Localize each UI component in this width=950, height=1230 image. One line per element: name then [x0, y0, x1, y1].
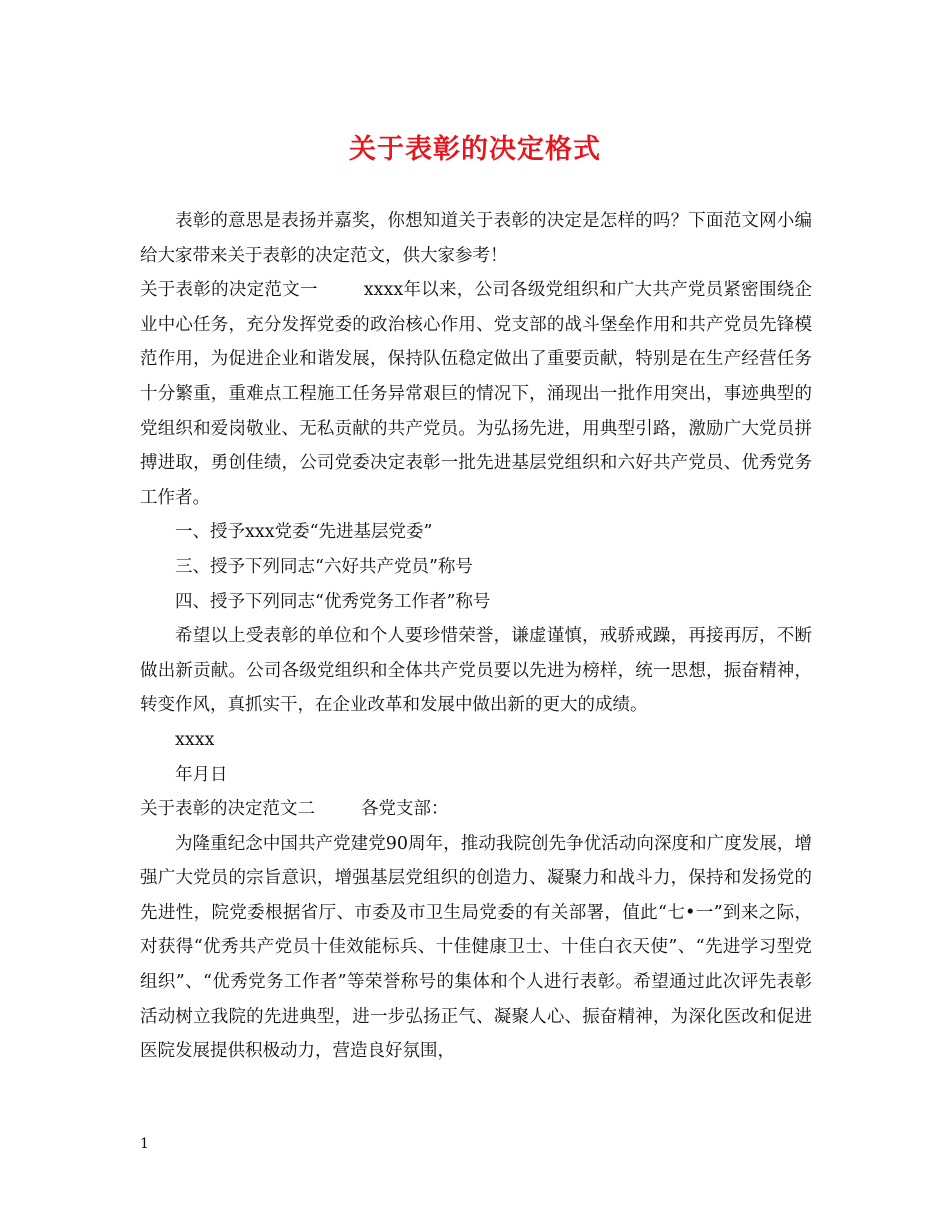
sample1-paragraph [140, 273, 812, 515]
document-title: 关于表彰的决定格式 [349, 134, 601, 165]
sample1-signature: xxxx [175, 729, 215, 750]
sample2-body: 为隆重纪念中国共产党建党90周年，推动我院创先争优活动向深度和广度发展，增强广大党员的宗旨意识，增强基层党组织的创造力、凝聚力和战斗力，保持和发扬党的先进性，院党委根据省厅、市委及市卫生局党委的有关部署，值此“七•一”到来之际，对获得“优秀共产党员十佳效能标兵、十佳健康卫士、十佳白衣天使”、“先进学习型党组织”、“优秀党务工作者”等荣誉称号的集体和个人进行表彰。希望通过此次评先表彰活动树立我院的先进典型，进一步弘扬正气、凝聚人心、振奋精神，为深化医改和促进医院发展提供积极动力，营造良好氛围， [140, 833, 812, 1062]
award-item-2: 三、授予下列同志“六好共产党员”称号 [175, 556, 473, 577]
sample1-date: 年月日 [175, 764, 228, 785]
sample2-heading: 关于表彰的决定范文二 [140, 799, 315, 820]
sample1-closing: 希望以上受表彰的单位和个人要珍惜荣誉，谦虚谨慎，戒骄戒躁，再接再厉，不断做出新贡献。公司各级党组织和全体共产党员要以先进为榜样，统一思想，振奋精神，转变作风，真抓实干，在企业改革和发展中做出新的更大的成绩。 [140, 626, 812, 716]
sample2-salutation: 各党支部： [361, 799, 449, 820]
sample1-lead: xxxx年以来，公司各级党组织和广大共产党员紧密围绕企业中心任务，充分发挥党委的政治核心作用、党支部的战斗堡垒作用和共产党员先锋模范作用，为促进企业和谐发展，保持队伍稳定做出了重要贡献，特别是在生产经营任务十分繁重，重难点工程施工任务异常艰巨的情况下，涌现出一批作用突出，事迹典型的党组织和爱岗敬业、无私贡献的共产党员。为弘扬先进，用典型引路，激励广大党员拼搏进取，勇创佳绩，公司党委决定表彰一批先进基层党组织和六好共产党员、优秀党务工作者。 [140, 280, 812, 508]
award-item-3: 四、授予下列同志“优秀党务工作者”称号 [175, 591, 491, 612]
page-number: 1 [140, 1136, 149, 1152]
sample1-heading: 关于表彰的决定范文一 [140, 280, 318, 301]
intro-paragraph: 表彰的意思是表扬并嘉奖，你想知道关于表彰的决定是怎样的吗？下面范文网小编给大家带来关于表彰的决定范文，供大家参考！ [140, 211, 812, 266]
document-body [140, 204, 812, 1069]
sample2-heading-line [140, 792, 812, 827]
award-item-1: 一、授予xxx党委“先进基层党委” [175, 522, 433, 543]
